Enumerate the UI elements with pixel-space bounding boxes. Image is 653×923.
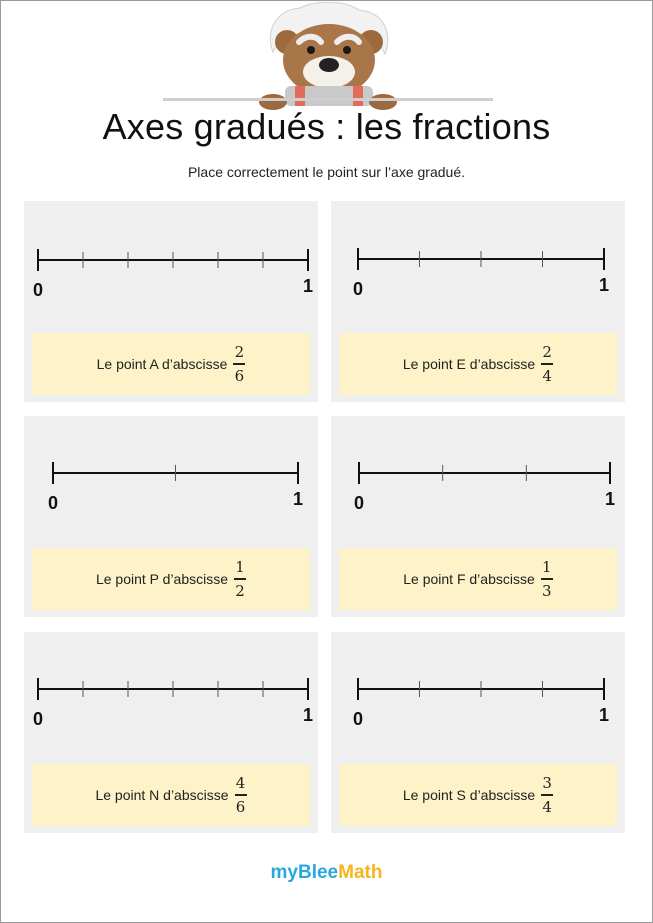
header-divider [163, 98, 493, 101]
number-line[interactable] [331, 632, 625, 742]
fraction [541, 343, 553, 385]
prompt-box [339, 764, 617, 826]
exercise-card-f [331, 416, 625, 617]
fraction-bar [234, 578, 246, 580]
fraction [541, 558, 553, 600]
number-line[interactable] [331, 416, 625, 526]
axis-label-start: 0 [32, 280, 44, 300]
prompt-text: Le point P d’abscisse [95, 571, 229, 587]
axis-label-end: 1 [598, 705, 610, 725]
fraction-numerator: 1 [235, 558, 245, 577]
fraction-denominator: 3 [541, 581, 552, 600]
axis-label-end: 1 [292, 489, 304, 509]
prompt-box [32, 764, 310, 826]
prompt-box [339, 333, 617, 395]
fraction-denominator: 6 [235, 797, 246, 816]
axis-label-start: 0 [32, 709, 44, 729]
fraction [541, 774, 553, 816]
fraction-denominator: 2 [235, 581, 245, 600]
axis-label-end: 1 [302, 705, 314, 725]
fraction-numerator: 2 [542, 343, 552, 362]
prompt-text: Le point A d’abscisse [96, 356, 228, 372]
axis-label-start: 0 [352, 279, 364, 299]
exercise-card-s [331, 632, 625, 833]
fraction [235, 774, 247, 816]
axis-label-end: 1 [302, 276, 314, 296]
page-subtitle: Place correctement le point sur l’axe gradué. [187, 164, 466, 180]
bear-mascot-icon [255, 2, 401, 110]
fraction [234, 558, 246, 600]
number-line[interactable] [24, 416, 318, 526]
axis-label-start: 0 [352, 709, 364, 729]
exercise-card-p [24, 416, 318, 617]
fraction-numerator: 1 [541, 558, 552, 577]
fraction-bar [541, 794, 553, 796]
fraction [233, 343, 245, 385]
axis-label-end: 1 [604, 489, 616, 509]
fraction-numerator: 4 [235, 774, 246, 793]
fraction-denominator: 6 [234, 366, 245, 385]
number-line[interactable] [24, 632, 318, 742]
exercise-card-n [24, 632, 318, 833]
axis-label-end: 1 [598, 275, 610, 295]
prompt-text: Le point S d’abscisse [402, 787, 536, 803]
fraction-numerator: 2 [234, 343, 245, 362]
fraction-denominator: 4 [542, 797, 552, 816]
fraction-denominator: 4 [542, 366, 552, 385]
myblee-math-logo [0, 862, 653, 884]
fraction-numerator: 3 [542, 774, 552, 793]
axis-label-start: 0 [47, 493, 59, 513]
prompt-text: Le point N d’abscisse [95, 787, 229, 803]
number-line[interactable] [24, 201, 318, 311]
fraction-bar [541, 578, 553, 580]
exercise-card-e [331, 201, 625, 402]
logo-text-myblee: myBlee [270, 862, 339, 883]
fraction-bar [233, 363, 245, 365]
prompt-box [339, 548, 617, 610]
fraction-bar [235, 794, 247, 796]
number-line[interactable] [331, 201, 625, 311]
logo-text-math: Math [338, 862, 383, 883]
axis-label-start: 0 [353, 493, 365, 513]
fraction-bar [541, 363, 553, 365]
prompt-box [32, 548, 310, 610]
prompt-text: Le point F d’abscisse [403, 571, 535, 587]
prompt-box [32, 333, 310, 395]
prompt-text: Le point E d’abscisse [402, 356, 536, 372]
exercise-card-a [24, 201, 318, 402]
page-title: Axes gradués : les fractions [102, 106, 551, 147]
